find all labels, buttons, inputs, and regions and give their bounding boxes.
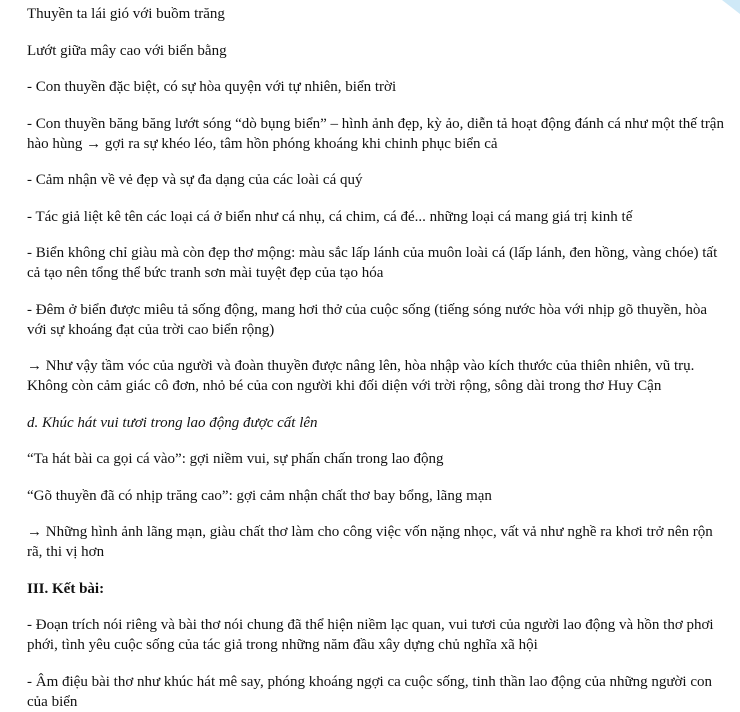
paragraph-4: - Con thuyền băng băng lướt sóng “dò bụng biển” – hình ảnh đẹp, kỳ ảo, diễn tả hoạt động đánh cá như một thế trận hào hùng → gợi ra sự khéo léo, tâm hồn phóng khoáng khi chinh phục biển cả xyxy=(27,115,724,152)
paragraph-15: - Đoạn trích nói riêng và bài thơ nói chung đã thể hiện niềm lạc quan, vui tươi của người lao động và hồn thơ phơi phới, tình yêu cuộc sống của tác giả trong những năm đầu xây dựng chủ nghĩa xã hội xyxy=(27,617,714,653)
paragraph-7: - Biển không chỉ giàu mà còn đẹp thơ mộng: màu sắc lấp lánh của muôn loài cá (lấp lánh, đen hồng, vàng chóe) tất cả tạo nên tổng thể bức tranh sơn mài tuyệt đẹp của tạo hóa xyxy=(27,245,718,281)
section-subheading: d. Khúc hát vui tươi trong lao động được cất lên xyxy=(27,414,318,431)
paragraph-16: - Âm điệu bài thơ như khúc hát mê say, phóng khoáng ngợi ca cuộc sống, tinh thần lao động của những người con của biển xyxy=(27,673,712,710)
paragraph-8: - Đêm ở biển được miêu tả sống động, mang hơi thở của cuộc sống (tiếng sóng nước hòa với nhịp gõ thuyền, hòa với sự khoáng đạt của trời cao biển rộng) xyxy=(27,301,707,338)
paragraph-5: - Cảm nhận về vẻ đẹp và sự đa dạng của các loài cá quý xyxy=(27,172,363,188)
paragraph-12: “Gõ thuyền đã có nhịp trăng cao”: gợi cảm nhận chất thơ bay bổng, lãng mạn xyxy=(27,487,492,504)
paragraph-11: “Ta hát bài ca gọi cá vào”: gợi niềm vui, sự phấn chấn trong lao động xyxy=(27,451,444,467)
paragraph-1: Thuyền ta lái gió với buồm trăng xyxy=(27,6,225,22)
paragraph-3: - Con thuyền đặc biệt, có sự hòa quyện với tự nhiên, biển trời xyxy=(27,79,397,95)
paragraph-6: - Tác giả liệt kê tên các loại cá ở biển như cá nhụ, cá chim, cá đé... những loại cá mang giá trị kinh tế xyxy=(27,208,633,225)
paragraph-13: → Những hình ảnh lãng mạn, giàu chất thơ làm cho công việc vốn nặng nhọc, vất vả như nghề ra khơi trở nên rộn rã, thi vị hơn xyxy=(27,524,713,560)
paragraph-9: → Như vậy tầm vóc của người và đoàn thuyền được nâng lên, hòa nhập vào kích thước của thiên nhiên, vũ trụ. Không còn cảm giác cô đơn, nhỏ bé của con người khi đối diện với trời rộng, sông dài trong thơ Huy Cận xyxy=(27,358,695,394)
section-heading-conclusion: III. Kết bài: xyxy=(27,580,105,597)
paragraph-2: Lướt giữa mây cao với biển bằng xyxy=(27,42,227,59)
